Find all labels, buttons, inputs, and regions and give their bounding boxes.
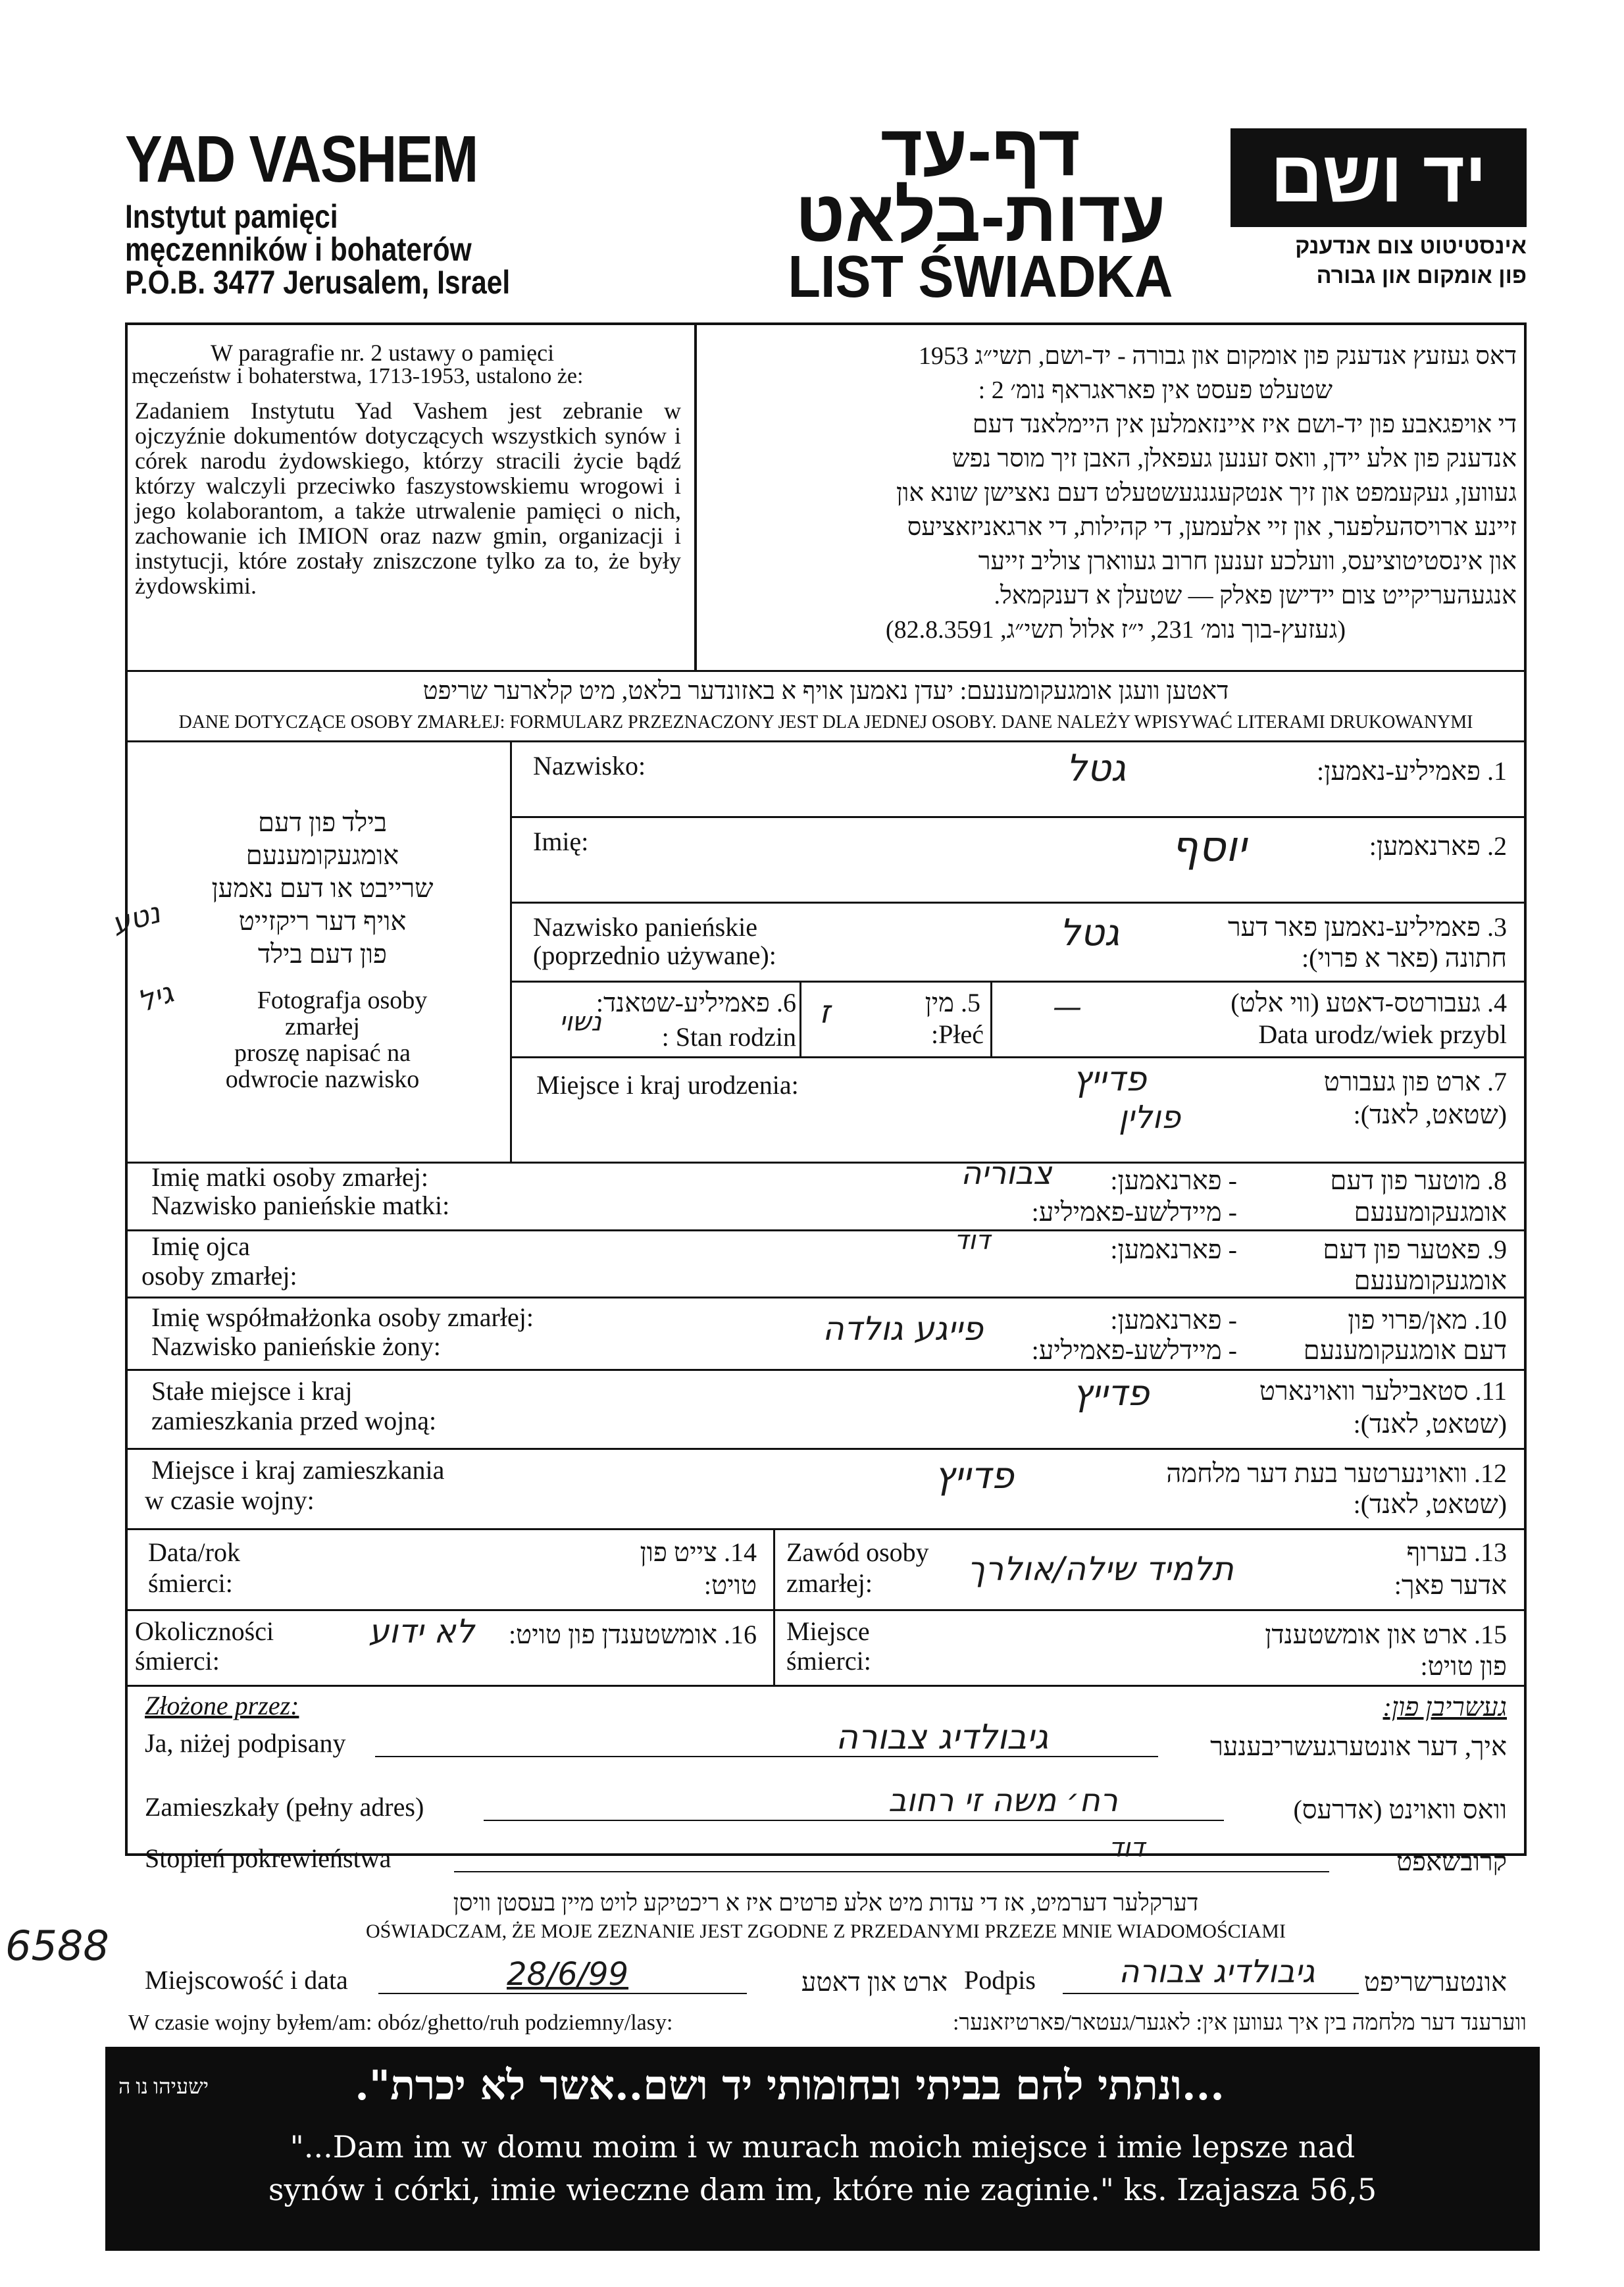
f14-pl1: Data/rok xyxy=(148,1537,240,1567)
place-pl: Miejscowość i data xyxy=(145,1965,348,1995)
f15-yi2: פון טויט: xyxy=(1420,1651,1507,1681)
f8-yi1: 8. מוטער פון דעם xyxy=(1330,1166,1507,1195)
f12-yi1: 12. וואוינערטער בעת דער מלחמה xyxy=(1166,1458,1507,1488)
f2-val[interactable]: יוסף xyxy=(1171,823,1247,871)
f7-pl: Miejsce i kraj urodzenia: xyxy=(536,1070,799,1100)
f12-val[interactable]: פדייץ xyxy=(934,1454,1014,1497)
f3-pl1: Nazwisko panieńskie xyxy=(533,912,758,942)
place-yi: ארט און דאטע xyxy=(801,1967,948,1997)
f16-val[interactable]: לא ידוע xyxy=(368,1612,475,1651)
f9-pl1: Imię ojca xyxy=(151,1231,250,1261)
f8-yi2: אומגעקומענעם xyxy=(1354,1197,1507,1227)
footer-hebrew-ref: ישעיהו נו ה xyxy=(118,2074,209,2098)
f16-yi: 16. אומשטענדן פון טויט: xyxy=(508,1620,757,1649)
addr-val[interactable]: רח׳ משה זי רחוב xyxy=(888,1782,1118,1819)
f10-yi1: 10. מאן/פרוי פון xyxy=(1348,1305,1507,1335)
f7-yi2: (שטאט, לאנד): xyxy=(1353,1100,1507,1129)
sig-yi: אונטערשריפט xyxy=(1363,1967,1507,1997)
yiddish-org-1: אינסטיטוט צום אנדענק xyxy=(1295,234,1527,259)
f7-yi1: 7. ארט פון געבורט xyxy=(1323,1067,1507,1096)
f7-val2[interactable]: פולין xyxy=(1119,1099,1181,1136)
f16-pl1: Okoliczności xyxy=(135,1616,274,1646)
f2-pl: Imię: xyxy=(533,827,589,856)
f10-yi3: - פארנאמען: xyxy=(1110,1305,1237,1335)
f9-yi2: אומגעקומענעם xyxy=(1354,1266,1507,1295)
f12-yi2: (שטאט, לאנד): xyxy=(1353,1489,1507,1519)
f11-yi1: 11. סטאבילער וואוינארט xyxy=(1259,1376,1507,1406)
f4-yi: 4. געבורטס-דאטע (ווי אלט) xyxy=(1231,988,1507,1017)
f15-pl1: Miejsce xyxy=(786,1616,870,1646)
f14-yi1: 14. צייט פון xyxy=(640,1537,757,1567)
f8-pl2: Nazwisko panieńskie matki: xyxy=(151,1191,450,1220)
f16-pl2: śmierci: xyxy=(135,1646,220,1676)
decl-pl: OŚWIADCZAM, ŻE MOJE ZEZNANIE JEST ZGODNE Z PRZEDANYMI PRZEZE MNIE WIADOMOŚCIAMI xyxy=(366,1920,1286,1942)
submitter-pl-label: Złożone przez: xyxy=(145,1691,299,1720)
intro-yi-line5: געווען, געקעמפט און זיך אנטקעגנגעשטעלט דעם נאצישן שונא און xyxy=(896,479,1517,507)
intro-yi-line4: אנדענק פון אלע יידן, וואס זענען געפאלן, האבן זיך מוסר נפש xyxy=(952,445,1517,473)
f10-pl2: Nazwisko panieńskie żony: xyxy=(151,1331,441,1361)
polish-title: LIST ŚWIADKA xyxy=(788,244,1173,310)
intro-yiddish xyxy=(711,339,1517,647)
f8-yi4: - מיידלשע-פאמיליע: xyxy=(1031,1197,1237,1227)
war-yi: ווערענד דער מלחמה בין איך געווען אין: לאגער/געטאר/פארטיזאנער: xyxy=(952,2011,1527,2035)
f1-val[interactable]: גטל xyxy=(1066,747,1127,790)
intro-yi-line2: שטעלט פעסט אין פאראגראף נומ׳ 2 : xyxy=(978,376,1332,404)
photo-p4: odwrocie nazwisko xyxy=(225,1066,420,1093)
submitter-yi-label: געשריבן פון: xyxy=(1383,1692,1507,1722)
f6-val[interactable]: נשוי xyxy=(559,1007,602,1037)
f5-val[interactable]: ז xyxy=(819,994,830,1031)
intro-yi-line8: אנגעהעריקייט צום יידישן פאלק — שטעלן א דענקמאל. xyxy=(994,582,1517,609)
f4-pl: Data urodz/wiek przybl xyxy=(1258,1019,1507,1049)
data-header-yiddish: דאטען וועגן אומגעקומענעם: יעדן נאמען אויף א באזונדער בלאט, מיט קלארער שריפט xyxy=(422,677,1229,705)
logo-box xyxy=(1231,128,1527,227)
f3-yi1: 3. פאמיליע-נאמען פאר דער xyxy=(1227,912,1507,942)
rel-pl: Stopień pokrewieństwa xyxy=(145,1843,392,1873)
date-val[interactable]: 28/6/99 xyxy=(507,1956,629,1993)
intro-yi-line6: זיינע ארויסהעלפער, און זיי אלעמען, די קהילות, די ארגאניזאציעס xyxy=(907,513,1517,541)
f13-val[interactable]: תלמיד שילה/אולרך xyxy=(967,1550,1234,1588)
intro-yi-line3: די אויפגאבע פון יד-ושם איז איינזאמלען אין היימלאנד דעם xyxy=(972,411,1517,438)
intro-yi-line1: דאס געזעץ אנדענק פון אומקום און גבורה - יד-ושם, תשי״ג 1953 xyxy=(918,342,1517,370)
photo-y5: פון דעם בילד xyxy=(258,939,387,969)
f10-yi2: דעם אומגעקומענעם xyxy=(1303,1335,1507,1365)
f10-pl1: Imię współmałżonka osoby zmarłej: xyxy=(151,1302,534,1332)
footer-banner xyxy=(105,2047,1540,2251)
f9-yi1: 9. פאטער פון דעם xyxy=(1323,1235,1507,1264)
hebrew-title-2: עדות-בלאט xyxy=(795,176,1166,257)
f4-val[interactable]: — xyxy=(1053,990,1082,1024)
hebrew-title-1: דף-עד xyxy=(880,110,1080,191)
name-val[interactable]: גיבולדיג צבורה xyxy=(836,1718,1049,1757)
footer-hebrew: ...ונתתי להם בביתי ובחומותי יד ושם..אשר לא יכרת". xyxy=(355,2061,1225,2109)
photo-hand2: גיל xyxy=(133,975,178,1019)
intro-pl-body: Zadaniem Instytutu Yad Vashem jest zebranie w ojczyźnie dokumentów dotyczących wszystkich synów i córek narodu żydowskiego, którzy stracili życie bądź którzy walczyli przeciwko faszystowskiemu wrogowi i jego kolaborantom, a także utrwalenie pamięci o nich, zachowanie ich IMION oraz nazw gmin, organizacji i instytucji, które zostały zniszczone tylko za to, że były żydowskimi. xyxy=(135,398,681,599)
f12-pl1: Miejsce i kraj zamieszkania xyxy=(151,1455,445,1485)
f6-yi: 6. פאמיליע-שטאנד: xyxy=(596,988,796,1017)
f15-pl2: śmierci: xyxy=(786,1646,871,1676)
yiddish-org-2: פון אומקום און גבורה xyxy=(1316,263,1527,288)
f1-yi: 1. פאמיליע-נאמען: xyxy=(1317,756,1507,786)
f7-val1[interactable]: פדייץ xyxy=(1073,1060,1147,1099)
war-pl: W czasie wojny byłem/am: obóz/ghetto/ruh podziemny/lasy: xyxy=(128,2011,673,2035)
intro-yi-line7: און אינסטיטוציעס, וועלכע זענען חרוב געווארן צוליב זייער xyxy=(978,548,1517,575)
f11-val[interactable]: פדייץ xyxy=(1073,1372,1150,1414)
photo-y2: אומגעקומענעם xyxy=(245,840,399,870)
name-yi: איך, דער אונטערגעשריבענער xyxy=(1210,1732,1507,1761)
org-line1: Instytut pamięci xyxy=(125,198,338,235)
photo-hand1: נטע xyxy=(108,896,165,941)
photo-p1: Fotografja osoby xyxy=(257,987,428,1014)
f14-yi2: טויט: xyxy=(703,1570,757,1600)
f3-yi2: חתונה (פאר א פרוי): xyxy=(1301,943,1507,973)
f13-pl1: Zawód osoby xyxy=(786,1537,929,1567)
intro-yi-line9: (געזעץ-בוך נומ׳ 231, י״ז אלול תשי״ג, 82.8.3591) xyxy=(885,616,1346,644)
f9-val[interactable]: דוד xyxy=(954,1225,990,1256)
photo-yiddish xyxy=(171,806,474,971)
f8-yi3: - פארנאמען: xyxy=(1110,1166,1237,1195)
addr-pl: Zamieszkały (pełny adres) xyxy=(145,1792,424,1822)
logo-text: יד ושם xyxy=(1270,136,1487,217)
f11-pl1: Stałe miejsce i kraj xyxy=(151,1376,353,1406)
f3-val[interactable]: גטל xyxy=(1059,912,1120,954)
f10-val[interactable]: פייגע גולדה xyxy=(823,1310,983,1348)
f3-pl2: (poprzednio używane): xyxy=(533,940,776,970)
f13-pl2: zmarłej: xyxy=(786,1568,873,1598)
f12-pl2: w czasie wojny: xyxy=(145,1485,315,1515)
name-pl: Ja, niżej podpisany xyxy=(145,1728,346,1758)
photo-y4: אויף דער ריקזייט xyxy=(238,906,407,936)
f8-val[interactable]: צבוריה xyxy=(961,1155,1052,1192)
f14-pl2: śmierci: xyxy=(148,1568,233,1598)
footer-polish2: synów i córki, imie wieczne dam im, które nie zaginie." ks. Izajasza 56,5 xyxy=(268,2172,1377,2207)
org-line2: męczenników i bohaterów xyxy=(125,231,472,268)
f6-pl: : Stan rodzin xyxy=(661,1022,796,1052)
org-name: YAD VASHEM xyxy=(125,122,478,196)
f9-yi3: - פארנאמען: xyxy=(1110,1235,1237,1264)
footer-polish1: "...Dam im w domu moim i w murach moich miejsce i imie lepsze nad xyxy=(290,2129,1356,2165)
photo-y1: בילד פון דעם xyxy=(258,808,387,837)
intro-pl-line2: męczeństw i bohaterstwa, 1713-1953, ustalono że: xyxy=(132,364,584,388)
photo-p2: zmarłej xyxy=(285,1013,360,1041)
f1-pl: Nazwisko: xyxy=(533,751,646,781)
data-header-polish: DANE DOTYCZĄCE OSOBY ZMARŁEJ: FORMULARZ PRZEZNACZONY JEST DLA JEDNEJ OSOBY. DANE NALEŻY WPISYWAĆ LITERAMI DRUKOWANYMI xyxy=(178,712,1473,732)
sig-val[interactable]: גיבולדיג צבורה xyxy=(1119,1953,1315,1990)
decl-yi: דערקלער דערמיט, אז די עדות מיט אלע פרטים איז א ריכטיקע לויט מיין בעסטן וויסן xyxy=(453,1889,1199,1916)
addr-yi: וואס וואוינט (אדרעס) xyxy=(1293,1795,1507,1824)
f8-pl1: Imię matki osoby zmarłej: xyxy=(151,1162,428,1192)
f5-pl: :Płeć xyxy=(931,1019,984,1049)
f9-pl2: osoby zmarłej: xyxy=(141,1261,297,1291)
f11-pl2: zamieszkania przed wojną: xyxy=(151,1406,437,1435)
photo-y3: שרייבט או דעם נאמען xyxy=(211,873,434,903)
f10-yi4: - מיידלשע-פאמיליע: xyxy=(1031,1335,1237,1365)
f5-yi: 5. מין xyxy=(925,988,980,1017)
f11-yi2: (שטאט, לאנד): xyxy=(1353,1409,1507,1439)
f13-yi1: 13. בערוף xyxy=(1406,1537,1507,1567)
photo-polish xyxy=(171,987,474,1092)
rel-yi: קרובשאפט xyxy=(1396,1847,1507,1876)
rel-val[interactable]: דוד xyxy=(1109,1833,1145,1863)
intro-pl-line1: W paragrafie nr. 2 ustawy o pamięci xyxy=(211,340,555,366)
photo-p3: proszę napisać na xyxy=(234,1039,411,1067)
f13-yi2: אדער פאך: xyxy=(1394,1570,1507,1600)
sig-pl: Podpis xyxy=(964,1965,1036,1995)
side-number: 6588 xyxy=(5,1922,109,1970)
f2-yi: 2. פארנאמען: xyxy=(1369,831,1507,861)
f15-yi1: 15. ארט און אומשטענדן xyxy=(1265,1620,1507,1649)
org-address: P.O.B. 3477 Jerusalem, Israel xyxy=(125,264,511,301)
